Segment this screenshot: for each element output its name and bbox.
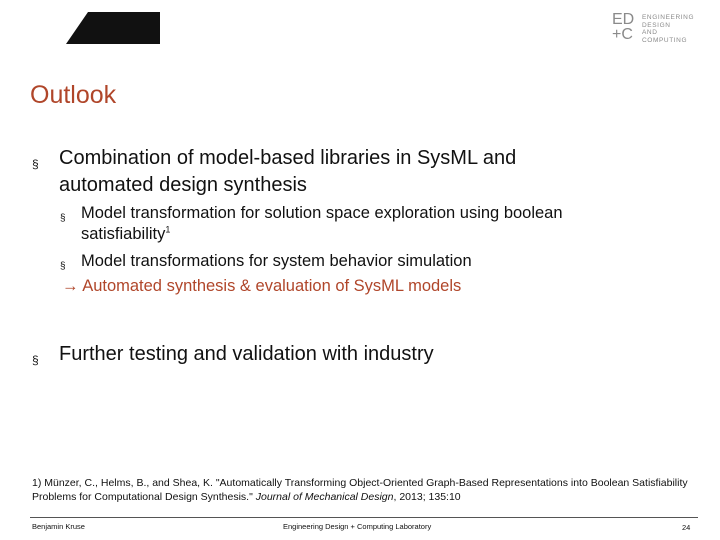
slide-title: Outlook (30, 81, 117, 109)
footer-divider (30, 517, 698, 518)
journal-name: Journal of Mechanical Design (255, 491, 394, 503)
bullet-testing (32, 341, 592, 368)
footnote-reference: 1) Münzer, C., Helms, B., and Shea, K. "Automatically Transforming Object-Oriented Graph-Based Representations into Boolean Satisfiability Problems for Computational Design Synthesis." Journal of Mechanical Design, 2013; 135:10 (32, 477, 688, 503)
conclusion-text: Automated synthesis & evaluation of SysML models (82, 277, 462, 295)
bullet-marker: § (32, 157, 39, 171)
institution-logo-shape (66, 12, 160, 44)
bullet-marker: § (32, 353, 39, 367)
subbullet-solution-space (60, 203, 620, 245)
footer-lab: Engineering Design + Computing Laboratory (283, 522, 432, 531)
subbullet-text: Model transformation for solution space exploration using boolean satisfiability (81, 204, 563, 243)
footnote-ref: 1 (165, 224, 171, 235)
arrow-icon: → (62, 277, 79, 295)
edc-logo-words: ENGINEERING DESIGN AND COMPUTING (642, 14, 695, 44)
bullet-text: Further testing and validation with industry (59, 343, 434, 365)
edc-lab-logo (612, 11, 695, 46)
edc-logo-letters: ED +C (612, 11, 635, 43)
bullet-text: Combination of model-based libraries in SysML and automated design synthesis (59, 147, 517, 196)
subbullet-behavior-simulation (60, 251, 620, 272)
subbullet-marker: § (60, 261, 66, 272)
subbullet-marker: § (60, 213, 66, 224)
page-number: 24 (682, 523, 691, 532)
footer-author: Benjamin Kruse (32, 522, 85, 531)
bullet-combination (32, 145, 592, 199)
conclusion-line (62, 277, 461, 296)
subbullet-text: Model transformations for system behavior simulation (81, 252, 472, 270)
